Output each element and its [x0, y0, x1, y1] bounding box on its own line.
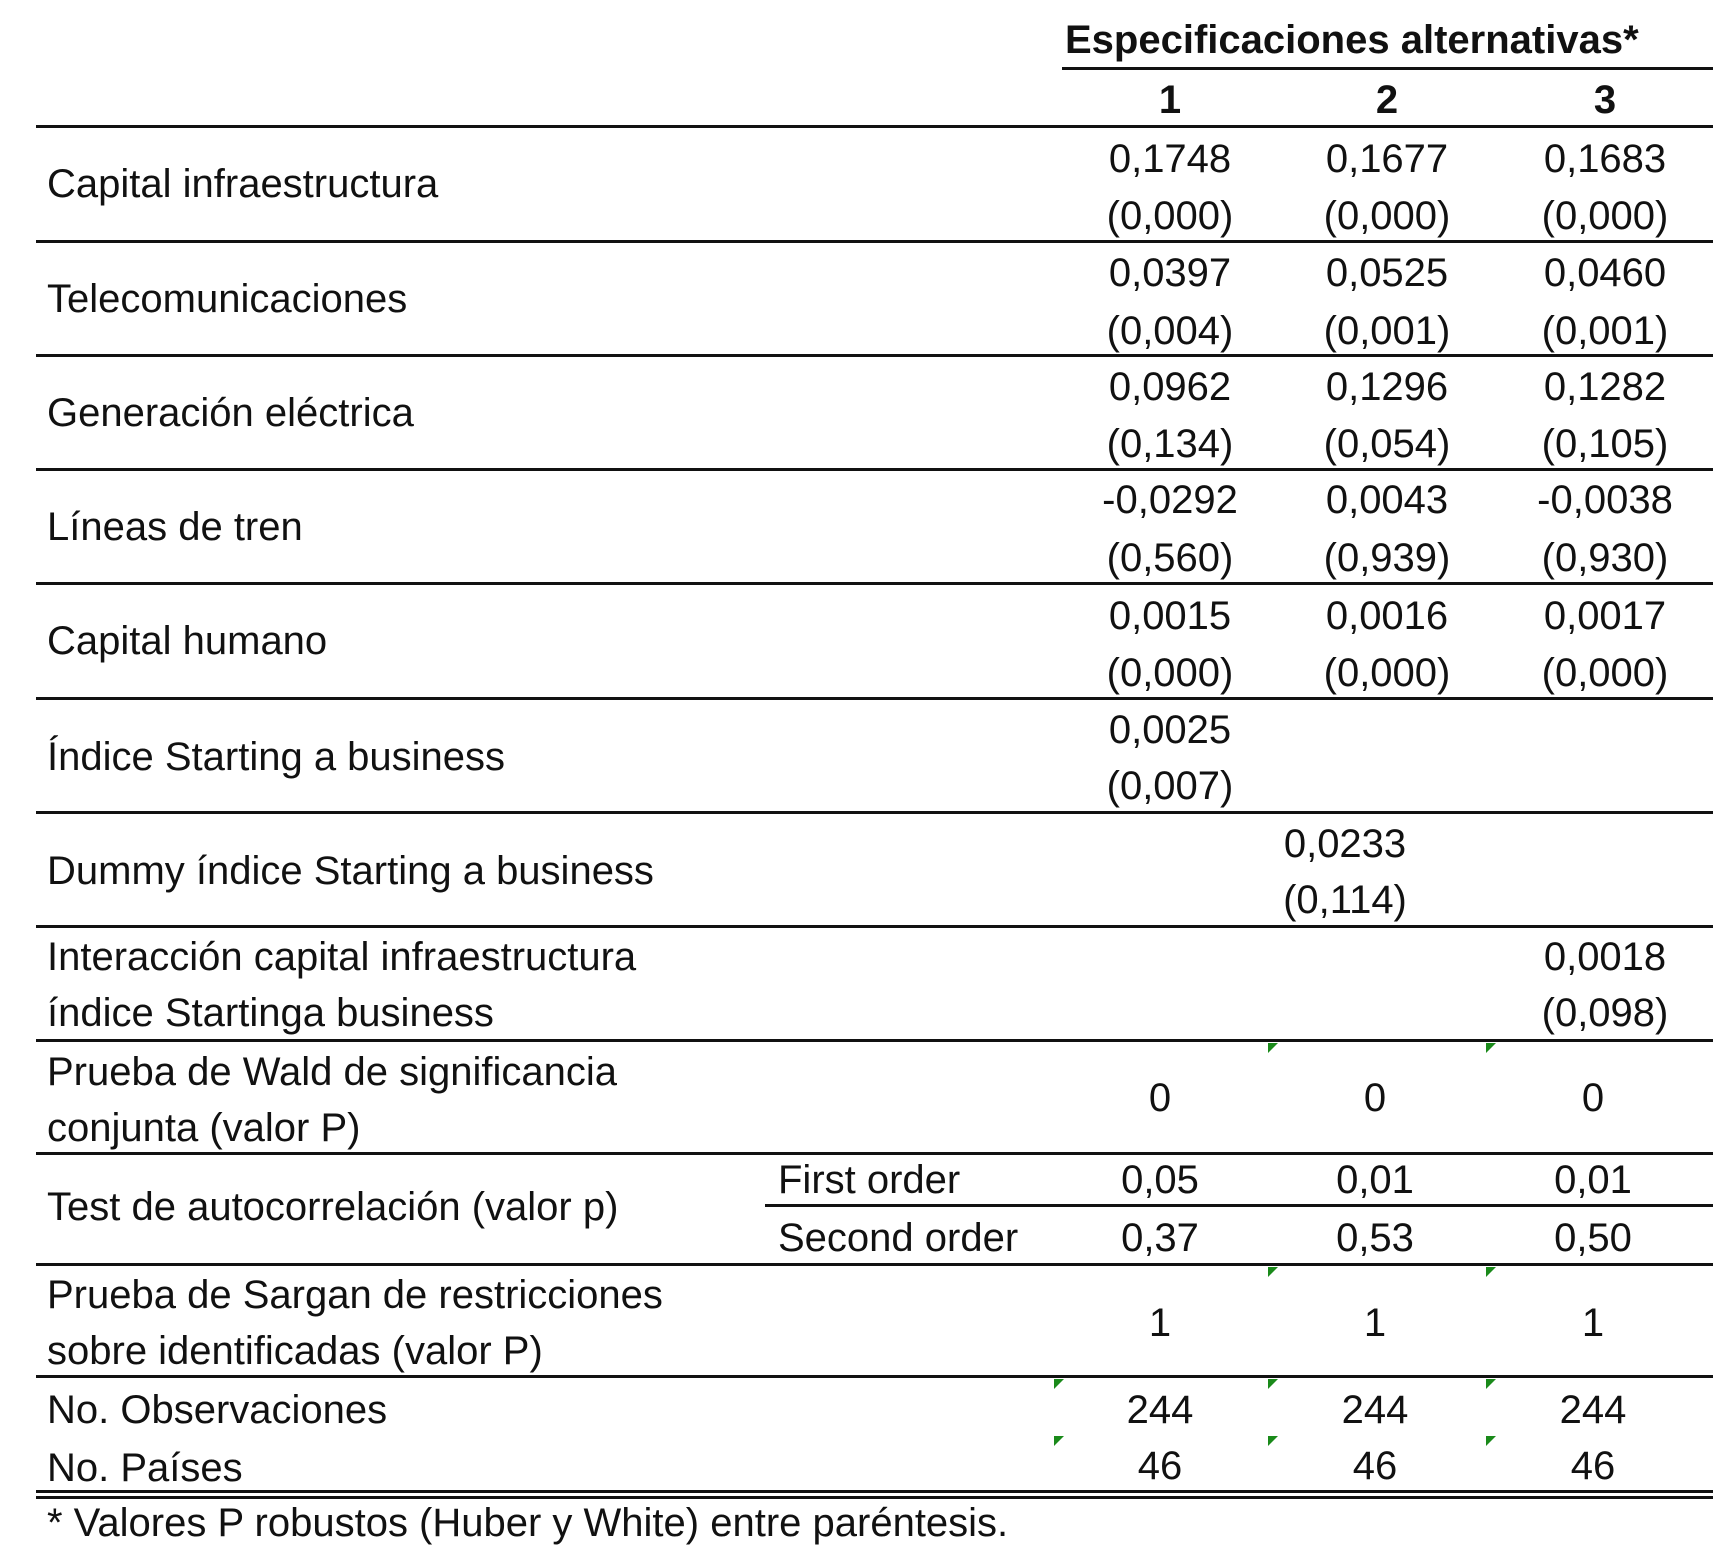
coef-cell: 0,0018: [1543, 935, 1667, 979]
coef-cell: 0,1748: [1108, 137, 1232, 181]
coef-cell: -0,0292: [1102, 478, 1238, 522]
row-label-sargan: Prueba de Sargan de restricciones: [47, 1273, 663, 1317]
row-label-capital-humano: Capital humano: [47, 619, 328, 663]
pvalue-cell: (0,114): [1283, 878, 1407, 922]
sublabel-second-order: Second order: [778, 1216, 1019, 1260]
column-header-1: 1: [1158, 78, 1182, 122]
obs-cell: 244: [1559, 1388, 1627, 1432]
row-label-observaciones: No. Observaciones: [47, 1388, 388, 1432]
coef-cell: -0,0038: [1537, 478, 1673, 522]
coef-cell: 0,1677: [1325, 137, 1449, 181]
countries-cell: 46: [1352, 1444, 1398, 1488]
coef-cell: 0,0016: [1325, 594, 1449, 638]
pvalue-cell: (0,000): [1323, 194, 1451, 238]
pvalue-cell: (0,000): [1106, 194, 1234, 238]
row-rule: [36, 354, 1713, 357]
header-rule: [36, 125, 1713, 128]
autocorr-second-cell: 0,53: [1336, 1216, 1414, 1260]
row-label-capital-infraestructura: Capital infraestructura: [47, 162, 439, 206]
coef-cell: 0,0525: [1325, 251, 1449, 295]
pvalue-cell: (0,105): [1541, 422, 1669, 466]
sublabel-first-order: First order: [778, 1158, 961, 1202]
row-rule: [36, 1375, 1713, 1378]
countries-cell: 46: [1570, 1444, 1616, 1488]
sub-rule: [765, 1204, 1713, 1207]
countries-cell: 46: [1137, 1444, 1183, 1488]
row-rule: [36, 1039, 1713, 1042]
pvalue-cell: (0,930): [1541, 536, 1669, 580]
sargan-cell: 1: [1148, 1301, 1172, 1345]
cell-indicator-icon: [1054, 1379, 1064, 1389]
row-label-wald-line2: conjunta (valor P): [47, 1106, 361, 1150]
autocorr-first-cell: 0,05: [1121, 1158, 1199, 1202]
coef-cell: 0,0233: [1283, 822, 1407, 866]
cell-indicator-icon: [1054, 1436, 1064, 1446]
coef-cell: 0,0460: [1543, 251, 1667, 295]
autocorr-second-cell: 0,50: [1554, 1216, 1632, 1260]
coef-cell: 0,1296: [1325, 365, 1449, 409]
cell-indicator-icon: [1486, 1043, 1496, 1053]
table-bottom-double-rule: [36, 1490, 1713, 1499]
obs-cell: 244: [1126, 1388, 1194, 1432]
pvalue-cell: (0,004): [1106, 309, 1234, 353]
column-header-3: 3: [1593, 78, 1617, 122]
autocorr-first-cell: 0,01: [1554, 1158, 1632, 1202]
wald-cell: 0: [1581, 1076, 1605, 1120]
pvalue-cell: (0,054): [1323, 422, 1451, 466]
row-rule: [36, 468, 1713, 471]
coef-cell: 0,1683: [1543, 137, 1667, 181]
row-label-telecomunicaciones: Telecomunicaciones: [47, 277, 408, 321]
row-label-generacion-electrica: Generación eléctrica: [47, 391, 414, 435]
pvalue-cell: (0,560): [1106, 536, 1234, 580]
cell-indicator-icon: [1486, 1379, 1496, 1389]
row-label-interaccion: Interacción capital infraestructura: [47, 935, 637, 979]
row-rule: [36, 1263, 1713, 1266]
cell-indicator-icon: [1268, 1043, 1278, 1053]
row-label-sargan-line2: sobre identificadas (valor P): [47, 1329, 543, 1373]
footnote: * Valores P robustos (Huber y White) entre paréntesis.: [47, 1501, 1009, 1545]
pvalue-cell: (0,000): [1106, 651, 1234, 695]
pvalue-cell: (0,134): [1106, 422, 1234, 466]
row-label-paises: No. Países: [47, 1446, 243, 1490]
wald-cell: 0: [1363, 1076, 1387, 1120]
coef-cell: 0,0015: [1108, 594, 1232, 638]
column-header-2: 2: [1375, 78, 1399, 122]
row-rule: [36, 1152, 1713, 1155]
cell-indicator-icon: [1268, 1436, 1278, 1446]
group-title: Especificaciones alternativas*: [1065, 18, 1639, 62]
autocorr-first-cell: 0,01: [1336, 1158, 1414, 1202]
obs-cell: 244: [1341, 1388, 1409, 1432]
row-rule: [36, 925, 1713, 928]
row-label-lineas-de-tren: Líneas de tren: [47, 505, 303, 549]
row-label-autocorrelacion: Test de autocorrelación (valor p): [47, 1185, 619, 1229]
cell-indicator-icon: [1486, 1436, 1496, 1446]
coef-cell: 0,0397: [1108, 251, 1232, 295]
cell-indicator-icon: [1268, 1267, 1278, 1277]
coef-cell: 0,1282: [1543, 365, 1667, 409]
row-label-indice-starting: Índice Starting a business: [47, 735, 506, 779]
pvalue-cell: (0,000): [1541, 651, 1669, 695]
pvalue-cell: (0,939): [1323, 536, 1451, 580]
cell-indicator-icon: [1486, 1267, 1496, 1277]
coef-cell: 0,0043: [1325, 478, 1449, 522]
wald-cell: 0: [1148, 1076, 1172, 1120]
coef-cell: 0,0025: [1108, 708, 1232, 752]
pvalue-cell: (0,007): [1106, 764, 1234, 808]
sargan-cell: 1: [1363, 1301, 1387, 1345]
row-rule: [36, 240, 1713, 243]
pvalue-cell: (0,001): [1541, 309, 1669, 353]
row-rule: [36, 811, 1713, 814]
row-rule: [36, 697, 1713, 700]
pvalue-cell: (0,000): [1541, 194, 1669, 238]
row-label-wald: Prueba de Wald de significancia: [47, 1050, 617, 1094]
group-title-rule: [1062, 67, 1713, 70]
row-label-interaccion-line2: índice Startinga business: [47, 991, 494, 1035]
pvalue-cell: (0,098): [1541, 991, 1669, 1035]
autocorr-second-cell: 0,37: [1121, 1216, 1199, 1260]
pvalue-cell: (0,001): [1323, 309, 1451, 353]
row-rule: [36, 582, 1713, 585]
coef-cell: 0,0017: [1543, 594, 1667, 638]
sargan-cell: 1: [1581, 1301, 1605, 1345]
row-label-dummy-indice: Dummy índice Starting a business: [47, 849, 654, 893]
cell-indicator-icon: [1268, 1379, 1278, 1389]
pvalue-cell: (0,000): [1323, 651, 1451, 695]
coef-cell: 0,0962: [1108, 365, 1232, 409]
